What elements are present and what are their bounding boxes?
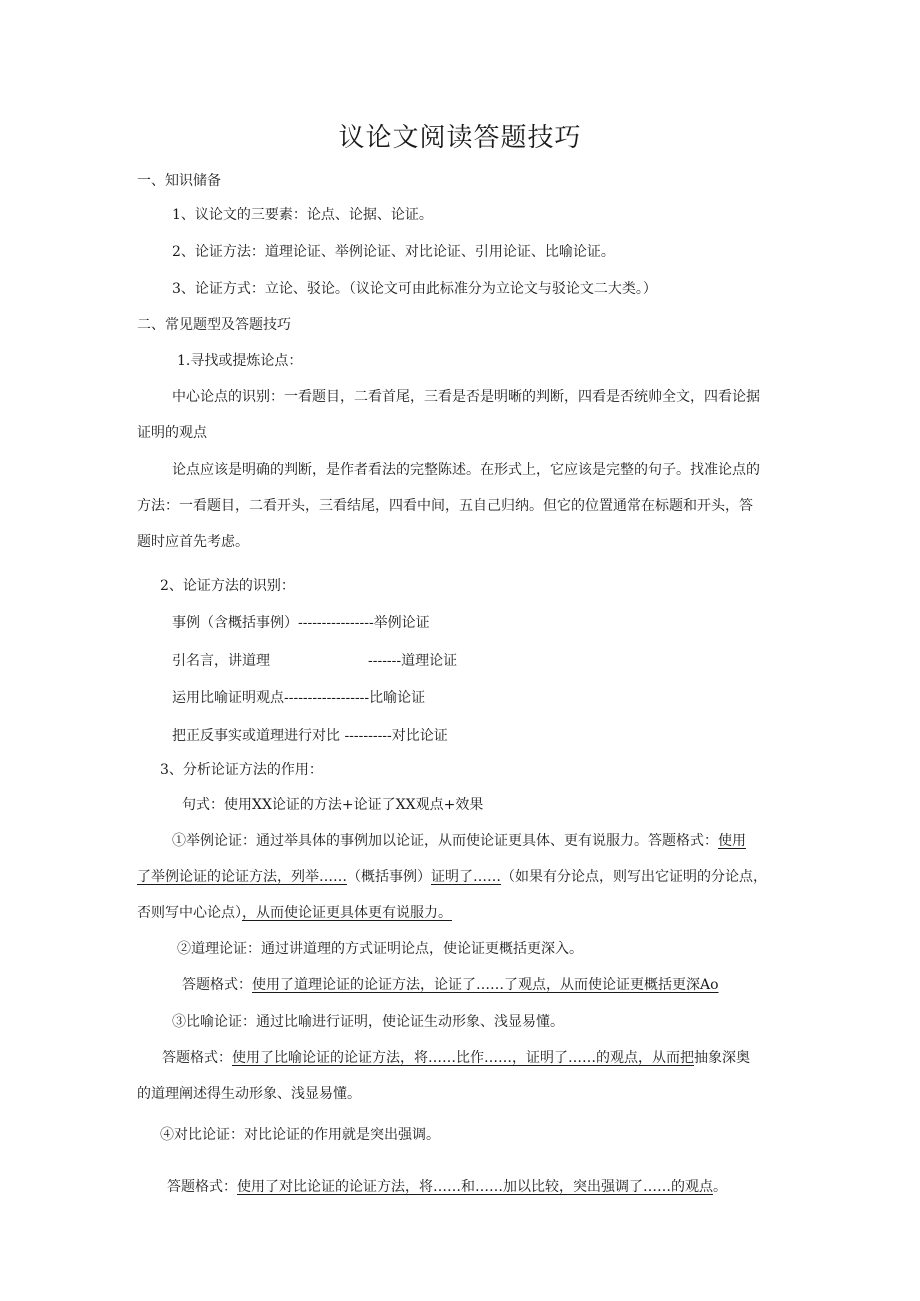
central-thesis-line-2: 证明的观点 [137,425,207,441]
example-argument-condition-end: 否则写中心论点） [137,905,242,921]
contrast-argument-desc: ④对比论证：对比论证的作用就是突出强调。 [160,1127,440,1143]
example-argument-line-1 [172,831,746,851]
reasoning-argument-desc: ②道理论证：通过讲道理的方式证明论点，使论证更概括更深入。 [177,941,583,957]
example-argument-intro: ①举例论证：通过举具体的事例加以论证，从而使论证更具体、更有说服力。答题格式： [172,833,718,849]
method-row-reasoning-result: -------道理论证 [368,653,458,669]
reasoning-argument-format [182,975,719,995]
knowledge-item-2: 2、论证方法：道理论证、举例论证、对比论证、引用论证、比喻论证。 [172,244,615,260]
method-row-metaphor: 运用比喻证明观点------------------比喻论证 [172,690,426,706]
knowledge-item-3: 3、论证方式：立论、驳论。（议论文可由此标准分为立论文与驳论文二大类。） [172,281,657,297]
method-row-contrast: 把正反事实或道理进行对比 ----------对比论证 [172,728,448,744]
metaphor-argument-desc: ③比喻论证：通过比喻进行证明，使论证生动形象、浅显易懂。 [172,1014,564,1030]
question-1-heading: 1.寻找或提炼论点： [177,353,303,369]
central-thesis-line-1: 中心论点的识别：一看题目，二看首尾，三看是否是明晰的判断，四看是否统帅全文，四看论据 [172,389,760,405]
contrast-argument-format [167,1177,727,1197]
contrast-format-period: 。 [713,1179,727,1195]
example-argument-line-2 [137,867,767,887]
page-title: 议论文阅读答题技巧 [338,123,582,153]
question-2-heading: 2、论证方法的识别： [160,578,295,594]
thesis-paragraph-line-3: 题时应首先考虑。 [137,534,249,550]
question-3-heading: 3、分析论证方法的作用： [160,762,323,778]
contrast-format-label: 答题格式： [167,1179,237,1195]
contrast-format-text: 使用了对比论证的论证方法，将……和……加以比较，突出强调了……的观点 [237,1179,713,1195]
reasoning-format-label: 答题格式： [182,977,252,993]
example-argument-note: （概括事例） [347,869,431,885]
metaphor-argument-format-line-2: 的道理阐述得生动形象、浅显易懂。 [137,1086,361,1102]
thesis-paragraph-line-1: 论点应该是明确的判断，是作者看法的完整陈述。在形式上，它应该是完整的句子。找准论点的 [172,462,760,478]
thesis-paragraph-line-2: 方法：一看题目，二看开头，三看结尾，四看中间，五自己归纳。但它的位置通常在标题和开头，答 [137,498,753,514]
example-argument-format-end: ，从而使论证更具体更有说服力。 [242,905,452,921]
reasoning-format-text: 使用了道理论证的论证方法，论证了……了观点，从而使论证更概括更深Ao [252,977,719,993]
example-argument-line-3 [137,903,452,923]
metaphor-format-tail: 抽象深奥 [694,1050,750,1066]
example-argument-condition: （如果有分论点，则写出它证明的分论点， [501,869,767,885]
knowledge-item-1: 1、议论文的三要素：论点、论据、论证。 [172,207,433,223]
metaphor-argument-format [162,1048,750,1068]
section-1-heading: 一、知识储备 [137,173,221,189]
example-argument-format-part-2: 证明了…… [431,869,501,885]
answer-formula: 句式：使用XX论证的方法+论证了XX观点+效果 [182,797,484,813]
example-argument-format-part-1: 了举例论证的论证方法，列举…… [137,869,347,885]
method-row-reasoning-label: 引名言，讲道理 [172,653,270,669]
metaphor-format-label: 答题格式： [162,1050,232,1066]
example-argument-format-start: 使用 [718,833,746,849]
metaphor-format-text: 使用了比喻论证的论证方法，将……比作……，证明了……的观点，从而把 [232,1050,694,1066]
section-2-heading: 二、常见题型及答题技巧 [137,317,291,333]
method-row-example: 事例（含概括事例）----------------举例论证 [172,615,430,631]
